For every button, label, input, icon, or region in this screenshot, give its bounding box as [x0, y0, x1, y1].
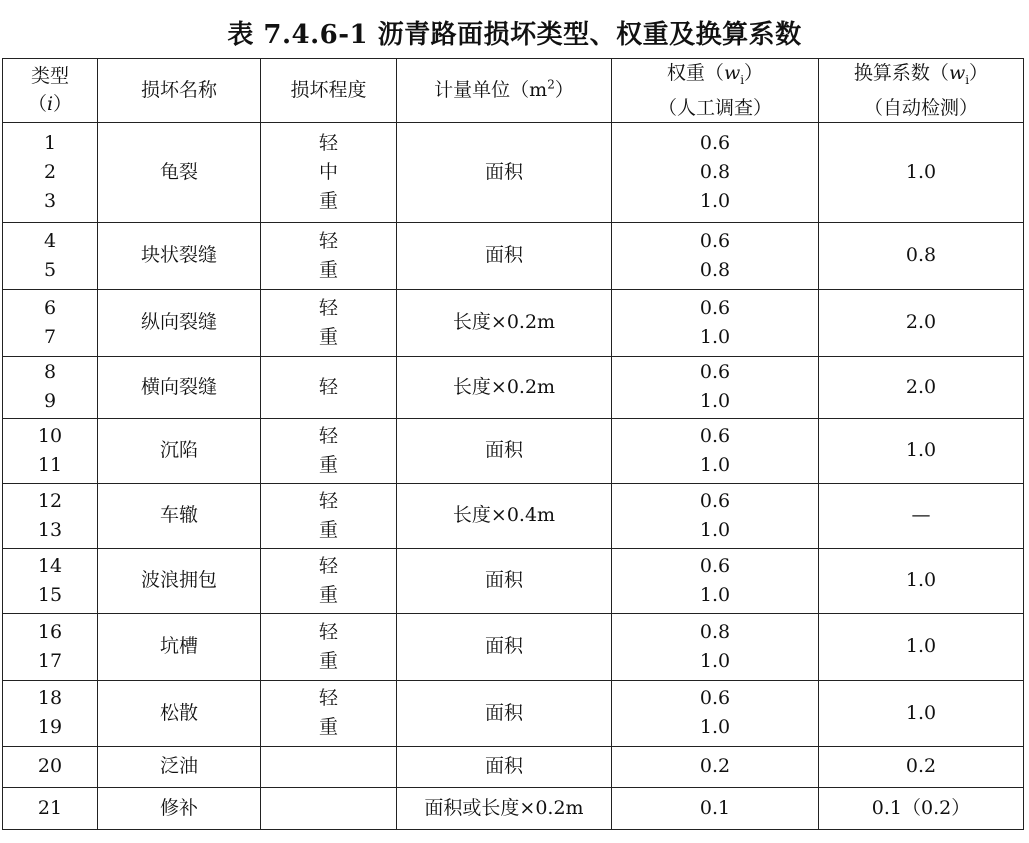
header-conversion-line2: （自动检测）: [863, 96, 978, 119]
cell-type-value: 5: [43, 258, 57, 281]
cell-degree: [261, 548, 397, 613]
table-body: [3, 122, 1024, 829]
cell-weight-value: 0.2: [699, 755, 731, 778]
cell-conversion: 0.8: [819, 222, 1024, 289]
header-degree: 损坏程度: [261, 59, 397, 123]
cell-degree-value: 重: [318, 716, 338, 739]
cell-degree-value: 轻: [318, 687, 338, 710]
cell-weight-value: 0.6: [699, 687, 731, 710]
cell-conversion: 1.0: [819, 122, 1024, 222]
cell-damage-name: 沉陷: [98, 418, 261, 483]
cell-unit: 面积: [397, 680, 612, 746]
header-type-paren-open: （: [27, 93, 47, 116]
cell-degree-value: 轻: [318, 229, 338, 252]
table-row: [3, 356, 1024, 418]
cell-unit: 面积: [397, 746, 612, 787]
cell-weight-value: 0.6: [699, 296, 731, 319]
header-weight: [612, 59, 819, 123]
cell-degree: [261, 483, 397, 548]
cell-type: [3, 680, 98, 746]
cell-type-value: 13: [37, 518, 63, 541]
cell-weight-value: 0.6: [699, 424, 731, 447]
cell-type: [3, 548, 98, 613]
cell-degree-value: 轻: [318, 424, 338, 447]
table-row: [3, 483, 1024, 548]
cell-weight-value: 1.0: [699, 325, 731, 348]
cell-weight-value: 0.6: [699, 229, 731, 252]
cell-degree-value: 中: [318, 160, 338, 183]
cell-unit: 面积: [397, 613, 612, 680]
cell-conversion: 1.0: [819, 548, 1024, 613]
cell-unit: 长度×0.2m: [397, 356, 612, 418]
cell-type-value: 16: [37, 620, 63, 643]
header-conv-pre: 换算系数（: [853, 62, 949, 84]
header-weight-post: ）: [744, 62, 764, 84]
cell-weight-value: 0.1: [699, 796, 731, 819]
cell-degree-value: 轻: [318, 375, 338, 398]
cell-weight-value: 1.0: [699, 390, 731, 413]
cell-damage-name: 修补: [98, 787, 261, 829]
cell-weight-value: 1.0: [699, 649, 731, 672]
cell-type: [3, 613, 98, 680]
header-unit-text: 计量单位（m: [434, 79, 548, 102]
cell-weight-value: 1.0: [699, 518, 731, 541]
cell-conversion: 0.2: [819, 746, 1024, 787]
cell-type: [3, 787, 98, 829]
cell-type: [3, 483, 98, 548]
header-type-paren-close: ）: [53, 93, 73, 116]
header-type: [3, 59, 98, 123]
header-weight-line1: [612, 59, 818, 94]
cell-type-value: 17: [37, 649, 63, 672]
cell-unit: 面积: [397, 122, 612, 222]
header-type-var: i: [46, 93, 54, 116]
cell-conversion: 1.0: [819, 418, 1024, 483]
cell-weight: [612, 289, 819, 356]
cell-type-value: 21: [37, 796, 63, 819]
cell-type: [3, 122, 98, 222]
table-row: [3, 787, 1024, 829]
cell-degree-value: 重: [318, 583, 338, 606]
table-row: [3, 746, 1024, 787]
damage-table: [2, 58, 1024, 830]
cell-degree: [261, 418, 397, 483]
cell-degree: [261, 222, 397, 289]
cell-degree: [261, 613, 397, 680]
table-row: [3, 418, 1024, 483]
header-type-line2: [3, 90, 97, 118]
cell-type-value: 4: [43, 229, 57, 252]
cell-degree-value: 轻: [318, 620, 338, 643]
header-conversion-line1: [819, 59, 1023, 94]
table-row: [3, 122, 1024, 222]
header-conv-var: w: [948, 62, 966, 84]
cell-type-value: 3: [43, 189, 57, 212]
cell-weight: [612, 356, 819, 418]
header-conv-post: ）: [969, 62, 989, 84]
cell-weight-value: 0.8: [699, 620, 731, 643]
cell-unit: 面积或长度×0.2m: [397, 787, 612, 829]
cell-degree: [261, 746, 397, 787]
cell-weight-value: 1.0: [699, 716, 731, 739]
cell-weight-value: 0.6: [699, 131, 731, 154]
cell-weight-value: 0.6: [699, 554, 731, 577]
cell-damage-name: 波浪拥包: [98, 548, 261, 613]
header-unit: [397, 59, 612, 123]
header-row: [3, 59, 1024, 123]
cell-unit: 长度×0.2m: [397, 289, 612, 356]
header-weight-sub: i: [740, 72, 745, 87]
cell-degree-value: 重: [318, 453, 338, 476]
cell-damage-name: 横向裂缝: [98, 356, 261, 418]
cell-type-value: 18: [37, 687, 63, 710]
cell-weight-value: 0.8: [699, 258, 731, 281]
cell-unit: 面积: [397, 222, 612, 289]
cell-type-value: 19: [37, 716, 63, 739]
cell-degree: [261, 122, 397, 222]
cell-degree-value: 重: [318, 518, 338, 541]
table-row: [3, 613, 1024, 680]
cell-weight-value: 1.0: [699, 583, 731, 606]
cell-unit: 长度×0.4m: [397, 483, 612, 548]
cell-type-value: 1: [43, 131, 57, 154]
header-unit-sup: 2: [547, 78, 555, 93]
cell-damage-name: 龟裂: [98, 122, 261, 222]
cell-damage-name: 块状裂缝: [98, 222, 261, 289]
header-conversion: [819, 59, 1024, 123]
cell-degree: [261, 289, 397, 356]
cell-degree-value: 重: [318, 189, 338, 212]
header-conv-sub: i: [965, 72, 970, 87]
cell-weight: [612, 122, 819, 222]
cell-type-value: 15: [37, 583, 63, 606]
cell-type-value: 14: [37, 554, 63, 577]
cell-type-value: 20: [37, 755, 63, 778]
cell-conversion: 2.0: [819, 356, 1024, 418]
cell-degree: [261, 356, 397, 418]
cell-degree-value: 重: [318, 649, 338, 672]
cell-degree-value: 轻: [318, 489, 338, 512]
table-row: [3, 222, 1024, 289]
cell-conversion: —: [819, 483, 1024, 548]
cell-damage-name: 松散: [98, 680, 261, 746]
header-weight-line2: （人工调查）: [657, 96, 772, 119]
cell-weight-value: 1.0: [699, 453, 731, 476]
cell-degree-value: 重: [318, 258, 338, 281]
cell-type-value: 11: [37, 453, 63, 476]
cell-type-value: 10: [37, 424, 63, 447]
cell-degree: [261, 787, 397, 829]
cell-weight-value: 0.6: [699, 489, 731, 512]
cell-unit: 面积: [397, 418, 612, 483]
cell-weight: [612, 680, 819, 746]
cell-weight-value: 0.6: [699, 361, 731, 384]
cell-conversion: 1.0: [819, 680, 1024, 746]
table-title: 表 7.4.6-1 沥青路面损坏类型、权重及换算系数: [227, 20, 802, 50]
cell-type: [3, 418, 98, 483]
table-row: [3, 680, 1024, 746]
table-row: [3, 289, 1024, 356]
cell-weight: [612, 787, 819, 829]
cell-type: [3, 289, 98, 356]
cell-type: [3, 222, 98, 289]
cell-weight: [612, 548, 819, 613]
cell-weight-value: 0.8: [699, 160, 731, 183]
cell-degree: [261, 680, 397, 746]
cell-damage-name: 纵向裂缝: [98, 289, 261, 356]
cell-weight: [612, 418, 819, 483]
cell-damage-name: 车辙: [98, 483, 261, 548]
header-type-line1: 类型: [30, 65, 69, 88]
cell-damage-name: 泛油: [98, 746, 261, 787]
cell-type-value: 2: [43, 160, 57, 183]
cell-weight: [612, 222, 819, 289]
cell-degree-value: 重: [318, 325, 338, 348]
cell-degree-value: 轻: [318, 296, 338, 319]
cell-degree-value: 轻: [318, 131, 338, 154]
cell-conversion: 0.1（0.2）: [819, 787, 1024, 829]
cell-weight: [612, 483, 819, 548]
cell-weight: [612, 613, 819, 680]
cell-type: [3, 746, 98, 787]
cell-type-value: 6: [43, 296, 57, 319]
cell-damage-name: 坑槽: [98, 613, 261, 680]
cell-conversion: 1.0: [819, 613, 1024, 680]
cell-type: [3, 356, 98, 418]
cell-unit: 面积: [397, 548, 612, 613]
cell-type-value: 9: [43, 390, 57, 413]
table-row: [3, 548, 1024, 613]
cell-type-value: 7: [43, 325, 57, 348]
header-weight-pre: 权重（: [666, 62, 724, 84]
header-name: 损坏名称: [98, 59, 261, 123]
cell-type-value: 12: [37, 489, 63, 512]
header-weight-var: w: [723, 62, 741, 84]
cell-weight: [612, 746, 819, 787]
header-unit-close: ）: [554, 79, 574, 102]
cell-weight-value: 1.0: [699, 189, 731, 212]
cell-degree-value: 轻: [318, 554, 338, 577]
cell-type-value: 8: [43, 361, 57, 384]
cell-conversion: 2.0: [819, 289, 1024, 356]
